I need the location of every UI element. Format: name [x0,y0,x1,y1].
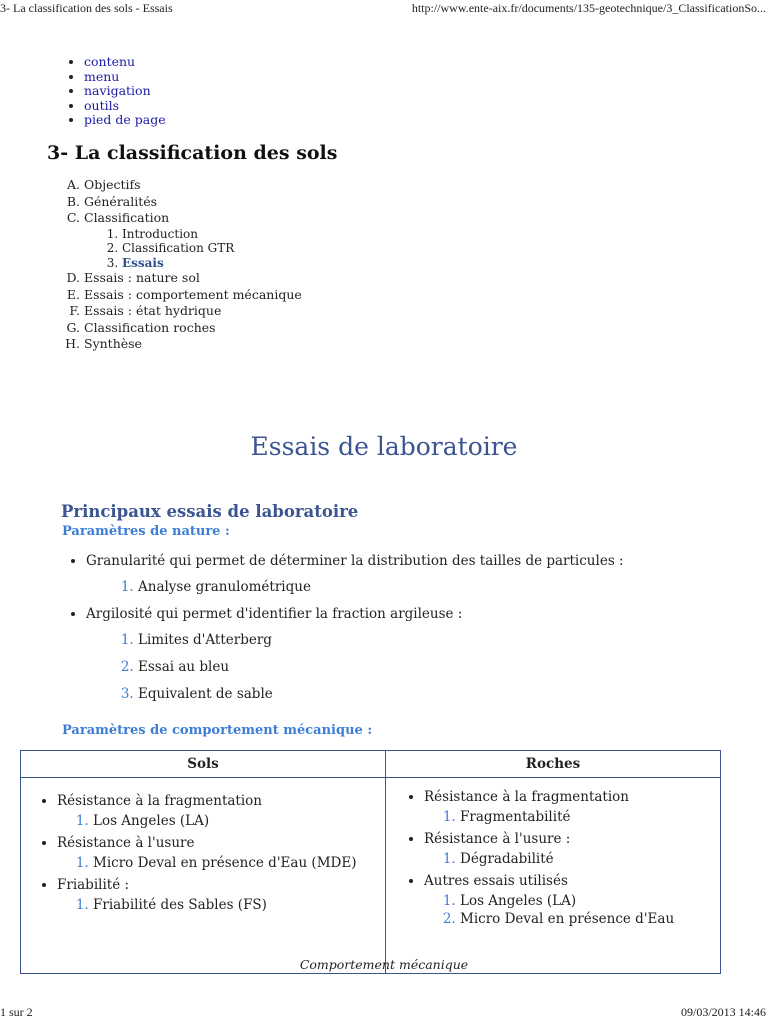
toc-item-synthese[interactable]: H. Synthèse [84,336,302,353]
list-item [86,552,732,596]
skip-link-pied-de-page[interactable]: pied de page [84,112,166,127]
toc-subitem-introduction[interactable]: 1. Introduction [122,227,302,242]
skip-links [62,55,166,128]
roches-list [408,788,716,928]
argilosite-text: Argilosité qui permet d'identifier la fraction argileuse : [86,606,463,622]
mecanique-heading: Paramètres de comportement mécanique : [62,723,373,738]
toc-sublist [84,227,302,271]
list-item [57,834,381,872]
cell-sols [21,778,386,974]
list-item: 1. Micro Deval en présence d'Eau (MDE) [93,854,381,872]
skip-link-item [84,113,166,128]
list-item-text: Résistance à l'usure : [424,831,571,847]
list-item [86,605,732,703]
print-footer-datetime: 09/03/2013 14:46 [680,1005,766,1019]
toc-subitem-essais-current[interactable] [122,256,302,271]
toc-item-essais-nature[interactable]: D. Essais : nature sol [84,270,302,287]
sublist [57,854,381,872]
print-footer-page: 1 sur 2 [0,1005,33,1019]
cell-roches [386,778,721,974]
sublist [424,892,716,928]
argilosite-sublist [86,631,732,703]
nature-heading: Paramètres de nature : [62,524,230,539]
section-heading: Principaux essais de laboratoire [61,502,359,521]
list-item [424,830,716,868]
list-item: 1. Limites d'Atterberg [138,631,732,649]
print-footer [0,1006,768,1024]
list-item-text: Friabilité : [57,877,130,893]
list-item [57,792,381,830]
granularite-sublist [86,578,732,596]
toc-item-essais-hydrique[interactable]: F. Essais : état hydrique [84,303,302,320]
mechanical-tests-table [20,750,721,974]
skip-link-item [84,70,166,85]
list-item [424,872,716,928]
skip-link-contenu[interactable]: contenu [84,54,136,69]
toc-item-classification[interactable] [84,210,302,270]
sublist [57,896,381,914]
list-item: 3. Equivalent de sable [138,685,732,703]
sublist [57,812,381,830]
toc-item-objectifs[interactable]: A. Objectifs [84,177,302,194]
sols-list [41,792,381,914]
nature-list [72,552,732,703]
list-item: 1. Analyse granulométrique [138,578,732,596]
list-item: 2. Essai au bleu [138,658,732,676]
list-item: 2. Micro Deval en présence d'Eau [460,910,716,928]
table-header-row [21,751,721,778]
skip-link-item [84,55,166,70]
list-item: 1. Dégradabilité [460,850,716,868]
table-caption: Comportement mécanique [299,957,469,972]
list-item-text: Autres essais utilisés [424,873,568,889]
print-header-title: 3- La classification des sols - Essais [0,1,173,15]
list-item: 1. Los Angeles (LA) [460,892,716,910]
list-item: 1. Fragmentabilité [460,808,716,826]
sublist [424,808,716,826]
list-item [424,788,716,826]
nature-content [72,552,732,712]
granularite-text: Granularité qui permet de déterminer la distribution des tailles de particules : [86,553,624,569]
current-page-label: Essais [122,255,164,270]
toc-item-essais-mecanique[interactable]: E. Essais : comportement mécanique [84,287,302,304]
skip-link-navigation[interactable]: navigation [84,83,151,98]
list-item [57,876,381,914]
toc-item-classification-roches[interactable]: G. Classification roches [84,320,302,337]
table-row [21,778,721,974]
list-item-text: Résistance à la fragmentation [424,789,629,805]
skip-link-item [84,84,166,99]
list-item-text: Résistance à la fragmentation [57,793,262,809]
table-of-contents [62,177,302,353]
toc-item-generalites[interactable]: B. Généralités [84,194,302,211]
toc-subitem-classification-gtr[interactable]: 2. Classification GTR [122,241,302,256]
skip-link-item [84,99,166,114]
print-header-url: http://www.ente-aix.fr/documents/135-geotechnique/3_ClassificationSo... [411,1,766,15]
page-title: 3- La classification des sols [47,142,338,164]
skip-link-menu[interactable]: menu [84,68,120,84]
column-header-roches: Roches [386,751,721,778]
list-item-text: Résistance à l'usure [57,835,195,851]
toc-item-label: Classification [84,210,170,225]
list-item: 1. Los Angeles (LA) [93,812,381,830]
main-heading: Essais de laboratoire [250,432,518,461]
column-header-sols: Sols [21,751,386,778]
print-header [0,0,768,18]
list-item: 1. Friabilité des Sables (FS) [93,896,381,914]
sublist [424,850,716,868]
skip-link-outils[interactable]: outils [84,97,120,113]
